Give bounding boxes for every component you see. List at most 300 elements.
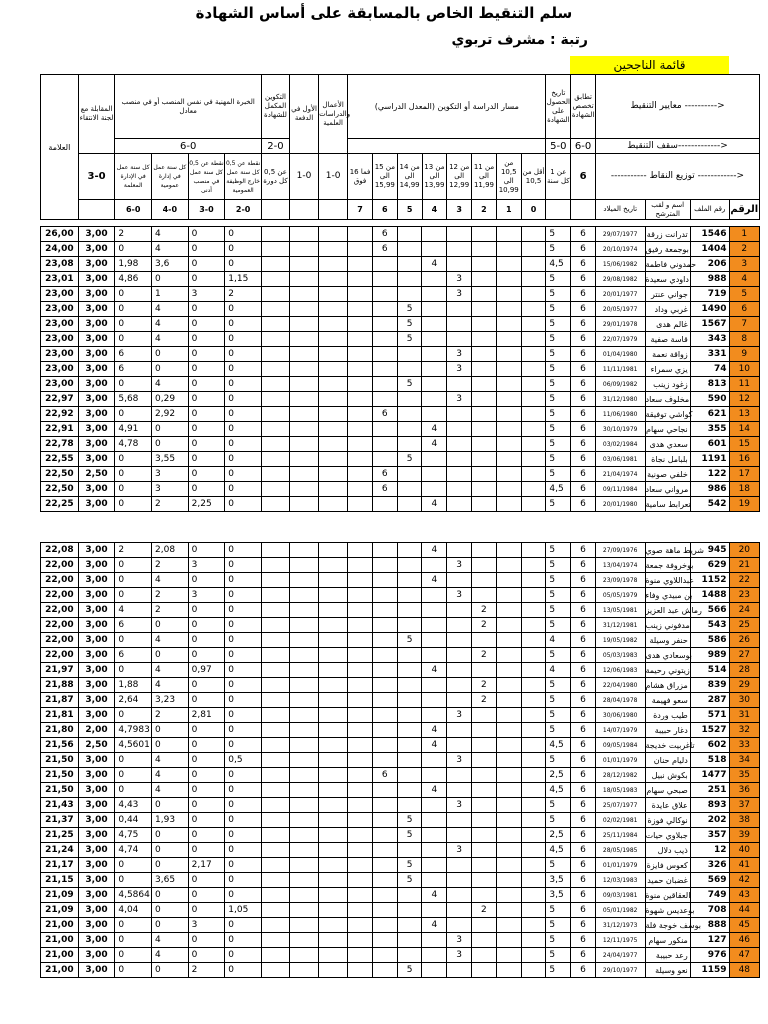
exp3-cell: 0: [188, 813, 225, 828]
rank-title: رتبة : مشرف تربوي: [451, 32, 588, 48]
interview-cell: 3,00: [78, 663, 115, 678]
birth-cell: 20/01/1977: [595, 287, 645, 302]
avg-empty-cell: [521, 768, 546, 783]
table-row: [41, 738, 760, 753]
date-cell: 5: [546, 317, 571, 332]
interview-cell: 3,00: [78, 768, 115, 783]
works-cell: [319, 918, 348, 933]
exp1-cell: 0,44: [115, 813, 152, 828]
training-cell: [261, 963, 289, 978]
exp4-cell: 0: [225, 422, 262, 437]
row-number-cell: 26: [729, 633, 759, 648]
avg-empty-cell: [521, 783, 546, 798]
spec-cell: 6: [571, 693, 596, 708]
avg-cell: 4: [422, 422, 447, 437]
avg-cell: 6: [372, 242, 397, 257]
table-row: [41, 633, 760, 648]
file-id-cell: 988: [690, 272, 729, 287]
exp2-cell: 0: [152, 422, 189, 437]
birth-cell: 09/05/1984: [595, 738, 645, 753]
works-cell: [319, 543, 348, 558]
training-cell: [261, 693, 289, 708]
avg-cell: 2: [472, 693, 497, 708]
first-place-cell: [289, 603, 318, 618]
grade-cell: 22,00: [41, 633, 79, 648]
works-cell: [319, 377, 348, 392]
spec-cell: 6: [571, 272, 596, 287]
avg-empty-cell: [422, 933, 447, 948]
avg-empty-cell: [521, 407, 546, 422]
date-cell: 5: [546, 347, 571, 362]
exp1-cell: 0: [115, 918, 152, 933]
training-cell: [261, 888, 289, 903]
avg-empty-cell: [447, 678, 472, 693]
first-place-cell: [289, 482, 318, 497]
file-id-cell: 1488: [690, 588, 729, 603]
avg-empty-cell: [472, 798, 497, 813]
exp3-cell: 0: [188, 257, 225, 272]
training-cell: [261, 482, 289, 497]
birth-cell: 19/05/1982: [595, 633, 645, 648]
table-row: [41, 843, 760, 858]
avg-empty-cell: [348, 287, 373, 302]
row-number-cell: 15: [729, 437, 759, 452]
avg-empty-cell: [472, 317, 497, 332]
grade-cell: 23,01: [41, 272, 79, 287]
interview-cell: 3,00: [78, 963, 115, 978]
col-first-place: الأول في الدفعة: [289, 75, 318, 154]
avg-empty-cell: [472, 302, 497, 317]
exp4-cell: 0: [225, 392, 262, 407]
avg-empty-cell: [521, 933, 546, 948]
training-cell: [261, 828, 289, 843]
name-cell: غالم هدى: [645, 317, 690, 332]
row-number-cell: 24: [729, 603, 759, 618]
training-cell: [261, 873, 289, 888]
avg-empty-cell: [397, 437, 422, 452]
grade-cell: 22,00: [41, 588, 79, 603]
first-place-cell: [289, 452, 318, 467]
row-number-cell: 35: [729, 768, 759, 783]
exp2-cell: 2: [152, 708, 189, 723]
avg-col-6: من 10,5 الى 10,99: [496, 154, 521, 200]
avg-empty-cell: [496, 663, 521, 678]
date-cell: 5: [546, 558, 571, 573]
grade-cell: 21,15: [41, 873, 79, 888]
date-cell: 4: [546, 663, 571, 678]
exp4-cell: 0: [225, 663, 262, 678]
row-number-cell: 9: [729, 347, 759, 362]
grade-cell: 22,00: [41, 618, 79, 633]
row-number-cell: 1: [729, 227, 759, 242]
avg-empty-cell: [348, 693, 373, 708]
file-id-cell: 514: [690, 663, 729, 678]
avg-cell: 3: [447, 708, 472, 723]
exp1-cell: 0: [115, 467, 152, 482]
spec-cell: 6: [571, 783, 596, 798]
avg-empty-cell: [348, 903, 373, 918]
date-cell: 5: [546, 467, 571, 482]
date-cell: 5: [546, 918, 571, 933]
grade-cell: 21,50: [41, 753, 79, 768]
birth-cell: 29/10/1977: [595, 963, 645, 978]
exp2-cell: 0: [152, 648, 189, 663]
avg-empty-cell: [397, 467, 422, 482]
birth-cell: 09/03/1981: [595, 888, 645, 903]
exp3-cell: 0: [188, 437, 225, 452]
exp2-cell: 2: [152, 603, 189, 618]
date-cell: 4,5: [546, 783, 571, 798]
date-cell: 4: [546, 633, 571, 648]
name-cell: دغار حبيبة: [645, 723, 690, 738]
col-date: تاريخ الحصول على الشهادة: [546, 75, 571, 139]
file-id-cell: 893: [690, 798, 729, 813]
avg-empty-cell: [348, 242, 373, 257]
avg-empty-cell: [422, 317, 447, 332]
col-spec: تطابق تخصص الشهادة: [571, 75, 596, 139]
avg-empty-cell: [397, 618, 422, 633]
exp1-cell: 0: [115, 663, 152, 678]
birth-cell: 09/11/1984: [595, 482, 645, 497]
exp2-cell: 0: [152, 362, 189, 377]
spec-cell: 6: [571, 798, 596, 813]
avg-empty-cell: [447, 693, 472, 708]
training-cell: [261, 257, 289, 272]
avg-empty-cell: [372, 918, 397, 933]
avg-empty-cell: [472, 858, 497, 873]
name-cell: جواني عنتر: [645, 287, 690, 302]
row-number-cell: 11: [729, 377, 759, 392]
first-place-cell: [289, 437, 318, 452]
avg-empty-cell: [422, 482, 447, 497]
exp3-cell: 0: [188, 798, 225, 813]
avg-empty-cell: [496, 317, 521, 332]
avg-empty-cell: [397, 482, 422, 497]
first-place-cell: [289, 738, 318, 753]
interview-cell: 3,00: [78, 828, 115, 843]
works-cell: [319, 497, 348, 512]
exp1-cell: 0: [115, 873, 152, 888]
exp1-cell: 4,74: [115, 843, 152, 858]
avg-empty-cell: [496, 347, 521, 362]
works-cell: [319, 618, 348, 633]
exp2-cell: 0: [152, 843, 189, 858]
avg-empty-cell: [422, 948, 447, 963]
avg-cell: 6: [372, 768, 397, 783]
row-number-cell: 37: [729, 798, 759, 813]
col-id: رقم الملف: [690, 200, 729, 220]
birth-cell: 12/06/1983: [595, 663, 645, 678]
row-number-cell: 29: [729, 678, 759, 693]
file-id-cell: 1159: [690, 963, 729, 978]
exp3-cell: 3: [188, 287, 225, 302]
avg-empty-cell: [397, 918, 422, 933]
row-number-cell: 36: [729, 783, 759, 798]
works-cell: [319, 633, 348, 648]
first-place-cell: [289, 828, 318, 843]
avg-empty-cell: [372, 558, 397, 573]
exp1-cell: 5,68: [115, 392, 152, 407]
avg-cell: 4: [422, 573, 447, 588]
avg-empty-cell: [447, 888, 472, 903]
avg-empty-cell: [496, 422, 521, 437]
exp1-cell: 0: [115, 753, 152, 768]
name-cell: داودي سعيدة: [645, 272, 690, 287]
exp1-cell: 0: [115, 452, 152, 467]
birth-cell: 12/11/1975: [595, 933, 645, 948]
avg-col-1: من 15 الى 15,99: [372, 154, 397, 200]
avg-empty-cell: [348, 873, 373, 888]
date-cell: 5: [546, 693, 571, 708]
spec-cell: 6: [571, 858, 596, 873]
name-cell: قاسة صفية: [645, 332, 690, 347]
works-cell: [319, 467, 348, 482]
date-cell: 5: [546, 933, 571, 948]
row-number-cell: 43: [729, 888, 759, 903]
results-table-part-2: [40, 542, 760, 978]
avg-empty-cell: [447, 332, 472, 347]
avg-empty-cell: [472, 257, 497, 272]
col-grade: العلامة: [41, 75, 79, 220]
avg-empty-cell: [521, 858, 546, 873]
spec-cell: 6: [571, 437, 596, 452]
first-place-cell: [289, 918, 318, 933]
birth-cell: 22/07/1979: [595, 332, 645, 347]
avg-empty-cell: [472, 558, 497, 573]
avg-cell: 4: [422, 918, 447, 933]
interview-cell: 3,00: [78, 813, 115, 828]
works-cell: [319, 362, 348, 377]
date-cell: 5: [546, 858, 571, 873]
exp4-cell: 2: [225, 287, 262, 302]
row-number-cell: 8: [729, 332, 759, 347]
avg-empty-cell: [521, 317, 546, 332]
file-id-cell: 571: [690, 708, 729, 723]
exp4-cell: 0: [225, 497, 262, 512]
avg-empty-cell: [397, 843, 422, 858]
exp1-cell: 4,43: [115, 798, 152, 813]
spec-cell: 6: [571, 497, 596, 512]
exp4-cell: 0: [225, 963, 262, 978]
table-row: [41, 933, 760, 948]
exp4-cell: 0: [225, 873, 262, 888]
avg-empty-cell: [348, 422, 373, 437]
interview-cell: 3,00: [78, 873, 115, 888]
row-number-cell: 19: [729, 497, 759, 512]
row-number-cell: 3: [729, 257, 759, 272]
avg-empty-cell: [496, 678, 521, 693]
avg-cell: 4: [422, 497, 447, 512]
winners-label: قائمة الناجحين: [570, 56, 729, 74]
avg-cell: 2: [472, 618, 497, 633]
avg-empty-cell: [447, 918, 472, 933]
avg-empty-cell: [397, 693, 422, 708]
col-birth: تاريخ الميلاد: [595, 200, 645, 220]
row-number-cell: 44: [729, 903, 759, 918]
avg-empty-cell: [348, 738, 373, 753]
spec-cell: 6: [571, 558, 596, 573]
exp2-cell: 0: [152, 723, 189, 738]
exp2-cell: 4: [152, 768, 189, 783]
exp4-cell: 0: [225, 437, 262, 452]
avg-cell: 6: [372, 467, 397, 482]
avg-cell: 6: [372, 407, 397, 422]
experience-range: 6-0: [115, 139, 262, 154]
avg-empty-cell: [372, 347, 397, 362]
file-id-cell: 989: [690, 648, 729, 663]
exp1-cell: 4,91: [115, 422, 152, 437]
interview-cell: 3,00: [78, 422, 115, 437]
name-cell: بوسعادي هدى: [645, 648, 690, 663]
avg-empty-cell: [472, 888, 497, 903]
spec-cell: 6: [571, 287, 596, 302]
exp2-cell: 4: [152, 227, 189, 242]
avg-empty-cell: [521, 738, 546, 753]
avg-empty-cell: [422, 648, 447, 663]
avg-empty-cell: [447, 828, 472, 843]
grade-cell: 26,00: [41, 227, 79, 242]
avg-empty-cell: [496, 603, 521, 618]
avg-empty-cell: [422, 272, 447, 287]
spec-cell: 6: [571, 302, 596, 317]
grade-cell: 21,24: [41, 843, 79, 858]
name-cell: مزراق هشام: [645, 678, 690, 693]
training-cell: [261, 588, 289, 603]
grade-cell: 21,25: [41, 828, 79, 843]
page-title: سلم التنقيط الخاص بالمسابقة على أساس الشهادة: [195, 4, 573, 22]
avg-empty-cell: [472, 437, 497, 452]
interview-cell: 3,00: [78, 903, 115, 918]
avg-empty-cell: [447, 648, 472, 663]
avg-empty-cell: [348, 648, 373, 663]
avg-col-5: من 11 الى 11,99: [472, 154, 497, 200]
avg-empty-cell: [496, 723, 521, 738]
table-row: [41, 828, 760, 843]
avg-empty-cell: [521, 963, 546, 978]
spec-cell: 6: [571, 588, 596, 603]
training-cell: [261, 543, 289, 558]
works-cell: [319, 648, 348, 663]
row-number-cell: 28: [729, 663, 759, 678]
grade-cell: 23,00: [41, 347, 79, 362]
birth-cell: 30/10/1979: [595, 422, 645, 437]
exp3-cell: 0: [188, 452, 225, 467]
avg-empty-cell: [397, 242, 422, 257]
grade-cell: 23,00: [41, 317, 79, 332]
table-row: [41, 467, 760, 482]
exp3-cell: 0: [188, 693, 225, 708]
avg-empty-cell: [348, 948, 373, 963]
avg-empty-cell: [496, 648, 521, 663]
file-id-cell: 202: [690, 813, 729, 828]
avg-empty-cell: [348, 317, 373, 332]
avg-empty-cell: [447, 573, 472, 588]
exp2-cell: 3,23: [152, 693, 189, 708]
exp1-cell: 1,98: [115, 257, 152, 272]
exp2-cell: 4: [152, 377, 189, 392]
avg-empty-cell: [447, 497, 472, 512]
interview-cell: 3,00: [78, 798, 115, 813]
table-row: [41, 302, 760, 317]
avg-cell: 2: [472, 678, 497, 693]
first-place-cell: [289, 407, 318, 422]
spec-cell: 6: [571, 873, 596, 888]
exp1-cell: 1,88: [115, 678, 152, 693]
exp3-cell: 0: [188, 873, 225, 888]
row-number-cell: 30: [729, 693, 759, 708]
exp1-cell: 0: [115, 768, 152, 783]
avg-pt-2: 5: [397, 200, 422, 220]
avg-empty-cell: [397, 392, 422, 407]
avg-empty-cell: [472, 828, 497, 843]
row-number-cell: 47: [729, 948, 759, 963]
avg-empty-cell: [372, 933, 397, 948]
avg-empty-cell: [472, 573, 497, 588]
avg-empty-cell: [447, 422, 472, 437]
file-id-cell: 1191: [690, 452, 729, 467]
date-cell: 5: [546, 753, 571, 768]
birth-cell: 11/11/1981: [595, 362, 645, 377]
exp2-cell: 2: [152, 588, 189, 603]
spec-cell: 6: [571, 708, 596, 723]
birth-cell: 20/01/1980: [595, 497, 645, 512]
spec-val: 6: [571, 154, 596, 200]
name-cell: تدرانت زرقة: [645, 227, 690, 242]
table-row: [41, 362, 760, 377]
avg-empty-cell: [397, 663, 422, 678]
date-cell: 5: [546, 422, 571, 437]
table-row: [41, 588, 760, 603]
file-id-cell: 888: [690, 918, 729, 933]
works-cell: [319, 452, 348, 467]
date-cell: 5: [546, 618, 571, 633]
first-place-cell: [289, 633, 318, 648]
training-cell: [261, 467, 289, 482]
avg-empty-cell: [496, 558, 521, 573]
training-cell: [261, 347, 289, 362]
interview-cell: 3,00: [78, 633, 115, 648]
avg-empty-cell: [472, 347, 497, 362]
exp-r2: 4-0: [152, 200, 189, 220]
file-id-cell: 331: [690, 347, 729, 362]
avg-empty-cell: [397, 933, 422, 948]
row-number-cell: 7: [729, 317, 759, 332]
grade-cell: 21,00: [41, 933, 79, 948]
date-cell: 5: [546, 272, 571, 287]
first-place-cell: [289, 903, 318, 918]
avg-empty-cell: [472, 422, 497, 437]
interview-cell: 3,00: [78, 678, 115, 693]
exp3-cell: 0: [188, 377, 225, 392]
avg-empty-cell: [422, 467, 447, 482]
exp3-cell: 0: [188, 242, 225, 257]
exp1-cell: 0: [115, 287, 152, 302]
avg-empty-cell: [422, 452, 447, 467]
training-cell: [261, 633, 289, 648]
avg-empty-cell: [422, 828, 447, 843]
works-cell: [319, 903, 348, 918]
exp1-cell: 0: [115, 558, 152, 573]
training-cell: [261, 843, 289, 858]
table-row: [41, 407, 760, 422]
avg-cell: 4: [422, 738, 447, 753]
avg-empty-cell: [521, 708, 546, 723]
works-cell: [319, 783, 348, 798]
exp2-cell: 4: [152, 783, 189, 798]
avg-empty-cell: [372, 422, 397, 437]
avg-empty-cell: [521, 332, 546, 347]
exp3-cell: 0: [188, 648, 225, 663]
